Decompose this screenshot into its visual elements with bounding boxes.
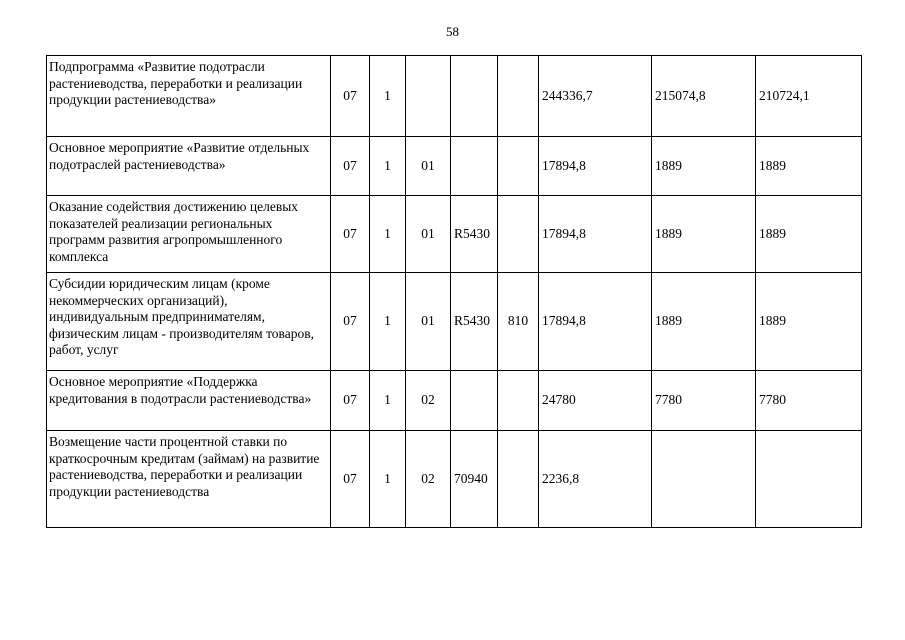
row-name: Подпрограмма «Развитие подотрасли растениеводства, переработки и реализации продукции растениеводства»: [47, 56, 331, 137]
section-code: 07: [331, 137, 370, 196]
amount-year-2: 7780: [652, 371, 756, 431]
row-name: Возмещение части процентной ставки по краткосрочным кредитам (займам) на развитие растениеводства, переработки и реализации продукции растениеводства: [47, 431, 331, 528]
program-code: 1: [370, 371, 406, 431]
target-code: [451, 371, 498, 431]
row-name: Оказание содействия достижению целевых показателей реализации региональных программ развития агропромышленного комплекса: [47, 196, 331, 273]
amount-year-1: 17894,8: [539, 273, 652, 371]
amount-year-2: 215074,8: [652, 56, 756, 137]
event-code: 02: [406, 371, 451, 431]
table-row: [47, 196, 862, 273]
amount-year-2: 1889: [652, 273, 756, 371]
expense-code: [498, 371, 539, 431]
row-name: Субсидии юридическим лицам (кроме некоммерческих организаций), индивидуальным предпринимателям, физическим лицам - производителям товаров, работ, услуг: [47, 273, 331, 371]
amount-year-1: 2236,8: [539, 431, 652, 528]
row-name: Основное мероприятие «Развитие отдельных подотраслей растениеводства»: [47, 137, 331, 196]
amount-year-1: 17894,8: [539, 196, 652, 273]
expense-code: 810: [498, 273, 539, 371]
amount-year-2: 1889: [652, 137, 756, 196]
table-row: [47, 56, 862, 137]
amount-year-3: [756, 431, 862, 528]
amount-year-3: 1889: [756, 273, 862, 371]
row-name: Основное мероприятие «Поддержка кредитования в подотрасли растениеводства»: [47, 371, 331, 431]
event-code: 01: [406, 137, 451, 196]
amount-year-2: 1889: [652, 196, 756, 273]
target-code: 70940: [451, 431, 498, 528]
program-code: 1: [370, 273, 406, 371]
section-code: 07: [331, 371, 370, 431]
budget-table: [46, 55, 862, 528]
program-code: 1: [370, 431, 406, 528]
event-code: [406, 56, 451, 137]
amount-year-1: 244336,7: [539, 56, 652, 137]
amount-year-1: 24780: [539, 371, 652, 431]
table-row: [47, 371, 862, 431]
table-row: [47, 431, 862, 528]
amount-year-3: 210724,1: [756, 56, 862, 137]
target-code: [451, 56, 498, 137]
event-code: 01: [406, 196, 451, 273]
expense-code: [498, 137, 539, 196]
section-code: 07: [331, 431, 370, 528]
program-code: 1: [370, 196, 406, 273]
target-code: R5430: [451, 196, 498, 273]
event-code: 01: [406, 273, 451, 371]
program-code: 1: [370, 137, 406, 196]
event-code: 02: [406, 431, 451, 528]
amount-year-3: 1889: [756, 137, 862, 196]
amount-year-1: 17894,8: [539, 137, 652, 196]
expense-code: [498, 196, 539, 273]
expense-code: [498, 56, 539, 137]
table-row: [47, 137, 862, 196]
section-code: 07: [331, 196, 370, 273]
program-code: 1: [370, 56, 406, 137]
amount-year-3: 7780: [756, 371, 862, 431]
target-code: [451, 137, 498, 196]
amount-year-3: 1889: [756, 196, 862, 273]
expense-code: [498, 431, 539, 528]
target-code: R5430: [451, 273, 498, 371]
section-code: 07: [331, 273, 370, 371]
amount-year-2: [652, 431, 756, 528]
section-code: 07: [331, 56, 370, 137]
page-number: 58: [446, 24, 459, 39]
table-row: [47, 273, 862, 371]
